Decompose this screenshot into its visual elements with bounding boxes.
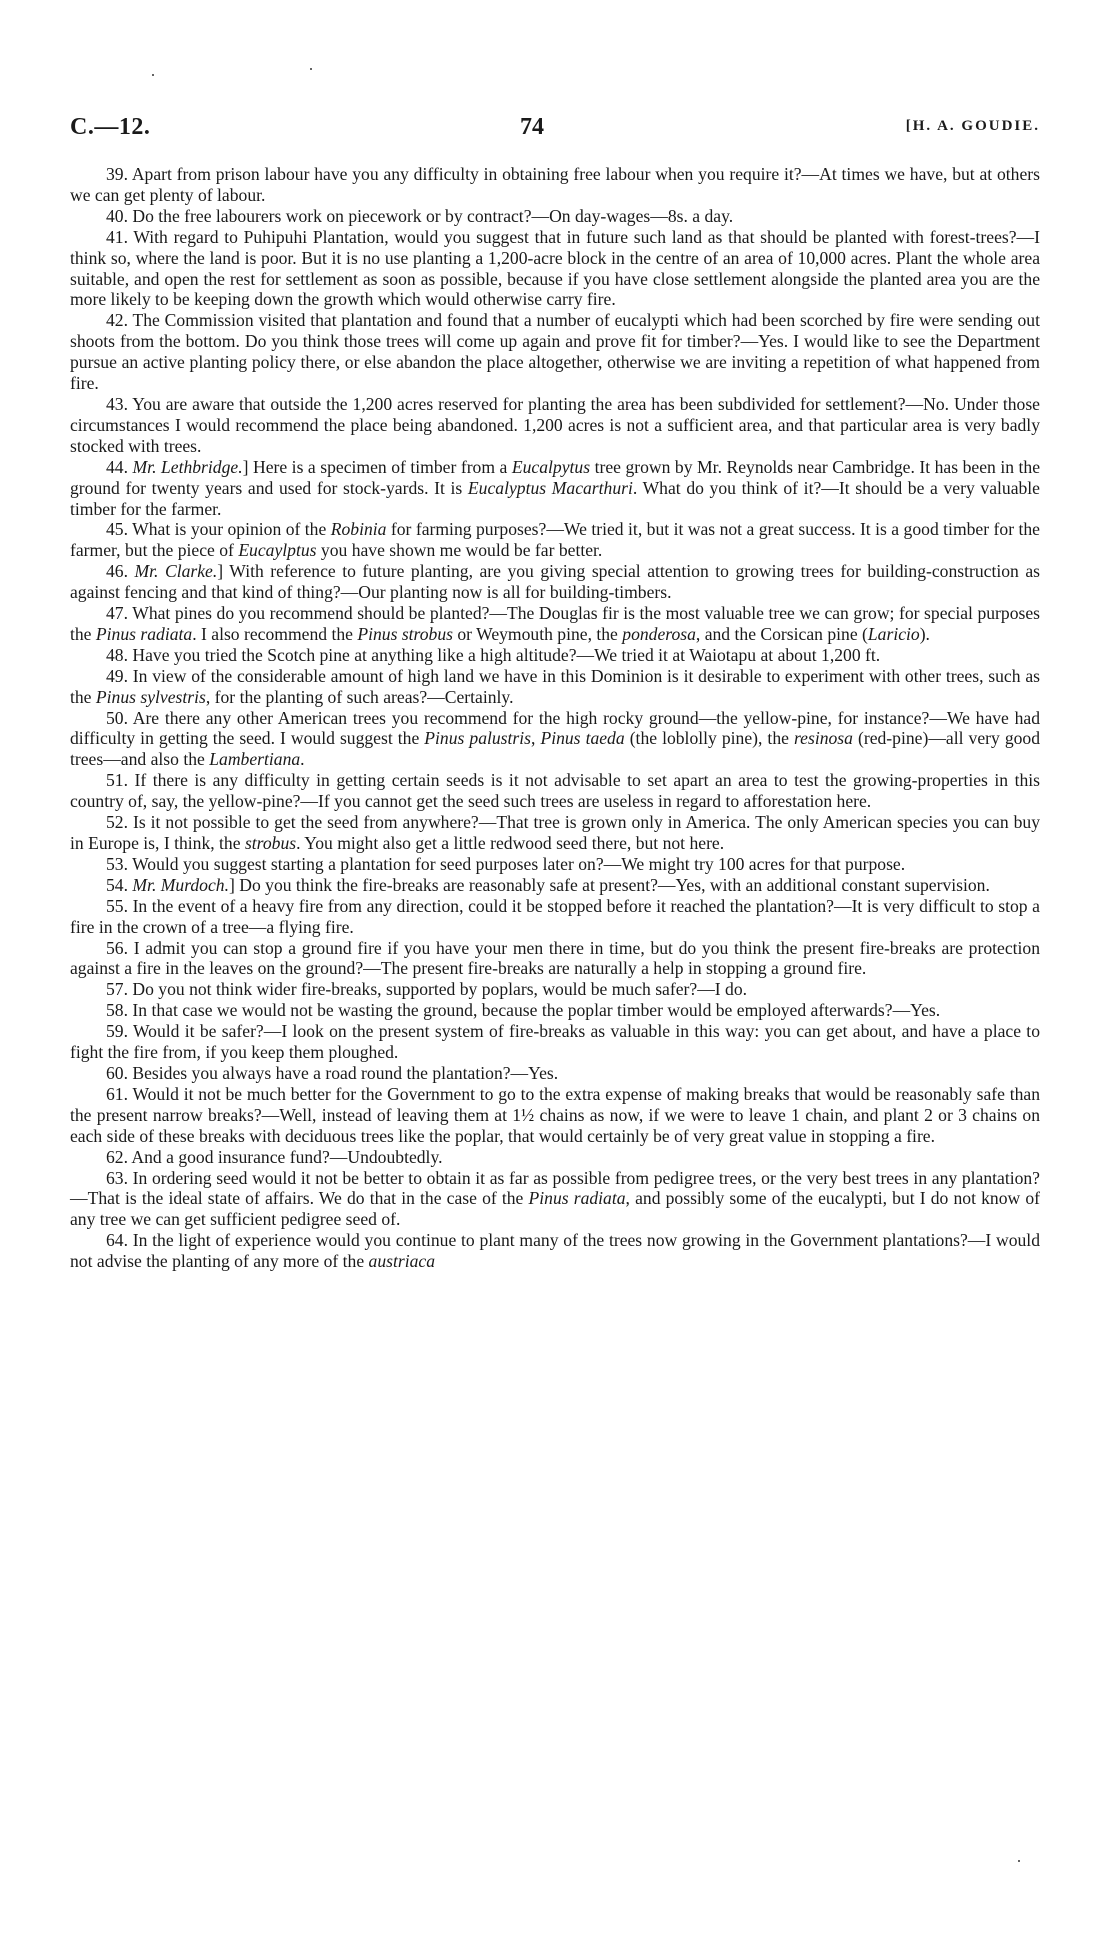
question-paragraph: 40. Do the free labourers work on piecework or by contract?—On day-wages—8s. a day. (106, 205, 734, 226)
question-paragraph: 45. What is your opinion of the Robinia for farming purposes?—We tried it, but it was not a great success. It is a good timber for the farmer, but the piece of Eucaylptus you have shown me would be far better. (70, 519, 1040, 561)
question-paragraph: 61. Would it not be much better for the Government to go to the extra expense of making breaks that would be reasonably safe than the present narrow breaks?—Well, instead of leaving them at 1½ chains as now, if we were to leave 1 chain, and plant 2 or 3 chains on each side of these breaks with deciduous trees like the poplar, that would certainly be of very great value in stopping a fire. (70, 1083, 1040, 1146)
question-paragraph: 62. And a good insurance fund?—Undoubtedly. (106, 1146, 443, 1167)
question-paragraph: 57. Do you not think wider fire-breaks, supported by poplars, would be much safer?—I do. (106, 979, 748, 1000)
question-paragraph: 50. Are there any other American trees you recommend for the high rocky ground—the yellow-pine, for instance?—We have had difficulty in getting the seed. I would suggest the Pinus palustris, Pinus taeda (the loblolly pine), the resinosa (red-pine)—all very good trees—and also the Lambertiana. (70, 707, 1041, 770)
question-paragraph: 42. The Commission visited that plantation and found that a number of eucalypti which had been scorched by fire were sending out shoots from the bottom. Do you think those trees will come up again and prove fit for timber?—Yes. I would like to see the Department pursue an active planting policy there, or else abandon the place altogether, otherwise we are inviting a repetition of what happened from fire. (70, 310, 1040, 394)
print-speck (310, 68, 312, 70)
question-paragraph: 64. In the light of experience would you continue to plant many of the trees now growing in the Government plantations?—I would not advise the planting of any more of the austriaca (70, 1230, 1040, 1272)
question-paragraph: 51. If there is any difficulty in getting certain seeds is it not advisable to set apart an area to test the growing-properties in this country of, say, the yellow-pine?—If you cannot get the seed such trees are useless in regard to afforestation here. (70, 770, 1040, 812)
question-paragraph: 52. Is it not possible to get the seed from anywhere?—That tree is grown only in America. The only American species you can buy in Europe is, I think, the strobus. You might also get a little redwood seed there, but not here. (70, 812, 1040, 853)
document-body (70, 164, 1040, 1272)
question-paragraph: 49. In view of the considerable amount of high land we have in this Dominion is it desirable to experiment with other trees, such as the Pinus sylvestris, for the planting of such areas?—Certainly. (70, 665, 1040, 707)
page-header (70, 114, 1040, 144)
question-paragraph: 56. I admit you can stop a ground fire if you have your men there in time, but do you think the present fire-breaks are protection against a fire in the leaves on the ground?—The present fire-breaks are naturally a help in stopping a ground fire. (70, 937, 1040, 979)
question-paragraph: 55. In the event of a heavy fire from any direction, could it be stopped before it reached the plantation?—It is very difficult to stop a fire in the crown of a tree—a flying fire. (70, 895, 1040, 937)
question-paragraph: 59. Would it be safer?—I look on the present system of fire-breaks as valuable in this way: you can get about, and have a place to fight the fire from, if you keep them ploughed. (70, 1021, 1040, 1063)
question-paragraph: 46. Mr. Clarke.] With reference to future planting, are you giving special attention to growing trees for building-construction as against fencing and that kind of thing?—Our planting now is all for building-timbers. (70, 561, 1040, 603)
question-paragraph: 43. You are aware that outside the 1,200 acres reserved for planting the area has been subdivided for settlement?—No. Under those circumstances I would recommend the place being abandoned. 1,200 acres is not a sufficient area, and that particular area is very badly stocked with trees. (70, 393, 1040, 456)
question-paragraph: 41. With regard to Puhipuhi Plantation, would you suggest that in future such land as that should be planted with forest-trees?—I think so, where the land is poor. But it is no use planting a 1,200-acre block in the centre of an area of 10,000 acres. Plant the whole area suitable, and open the rest for settlement as soon as possible, because if you have close settlement alongside the planted area you are the more likely to be keeping down the growth which would otherwise carry fire. (70, 226, 1040, 310)
question-paragraph: 44. Mr. Lethbridge.] Here is a specimen of timber from a Eucalpytus tree grown by Mr. Reynolds near Cambridge. It has been in the ground for twenty years and used for stock-yards. It is Eucalyptus Macarthuri. What do you think of it?—It should be a very valuable timber for the farmer. (70, 456, 1041, 519)
page-number: 74 (520, 114, 544, 140)
question-paragraph: 60. Besides you always have a road round the plantation?—Yes. (106, 1062, 559, 1083)
question-paragraph: 48. Have you tried the Scotch pine at anything like a high altitude?—We tried it at Waiotapu at about 1,200 ft. (106, 644, 881, 665)
question-paragraph: 63. In ordering seed would it not be better to obtain it as far as possible from pedigree trees, or the very best trees in any plantation?—That is the ideal state of affairs. We do that in the case of the Pinus radiata, and possibly some of the eucalypti, but I do not know of any tree we can get sufficient pedigree seed of. (70, 1167, 1041, 1230)
question-paragraph: 58. In that case we would not be wasting the ground, because the poplar timber would be employed afterwards?—Yes. (106, 1000, 941, 1021)
print-speck (152, 74, 154, 76)
witness-name: [H. A. GOUDIE. (905, 118, 1040, 134)
question-paragraph: 39. Apart from prison labour have you any difficulty in obtaining free labour when you require it?—At times we have, but at others we can get plenty of labour. (70, 164, 1040, 205)
print-speck (1018, 1860, 1020, 1862)
document-reference: C.—12. (70, 114, 151, 140)
question-paragraph: 53. Would you suggest starting a plantation for seed purposes later on?—We might try 100 acres for that purpose. (106, 853, 906, 874)
question-paragraph: 47. What pines do you recommend should be planted?—The Douglas fir is the most valuable tree we can grow; for special purposes the Pinus radiata. I also recommend the Pinus strobus or Weymouth pine, the ponderosa, and the Corsican pine (Laricio). (70, 603, 1040, 644)
question-paragraph: 54. Mr. Murdoch.] Do you think the fire-breaks are reasonably safe at present?—Yes, with an additional constant supervision. (106, 874, 990, 895)
